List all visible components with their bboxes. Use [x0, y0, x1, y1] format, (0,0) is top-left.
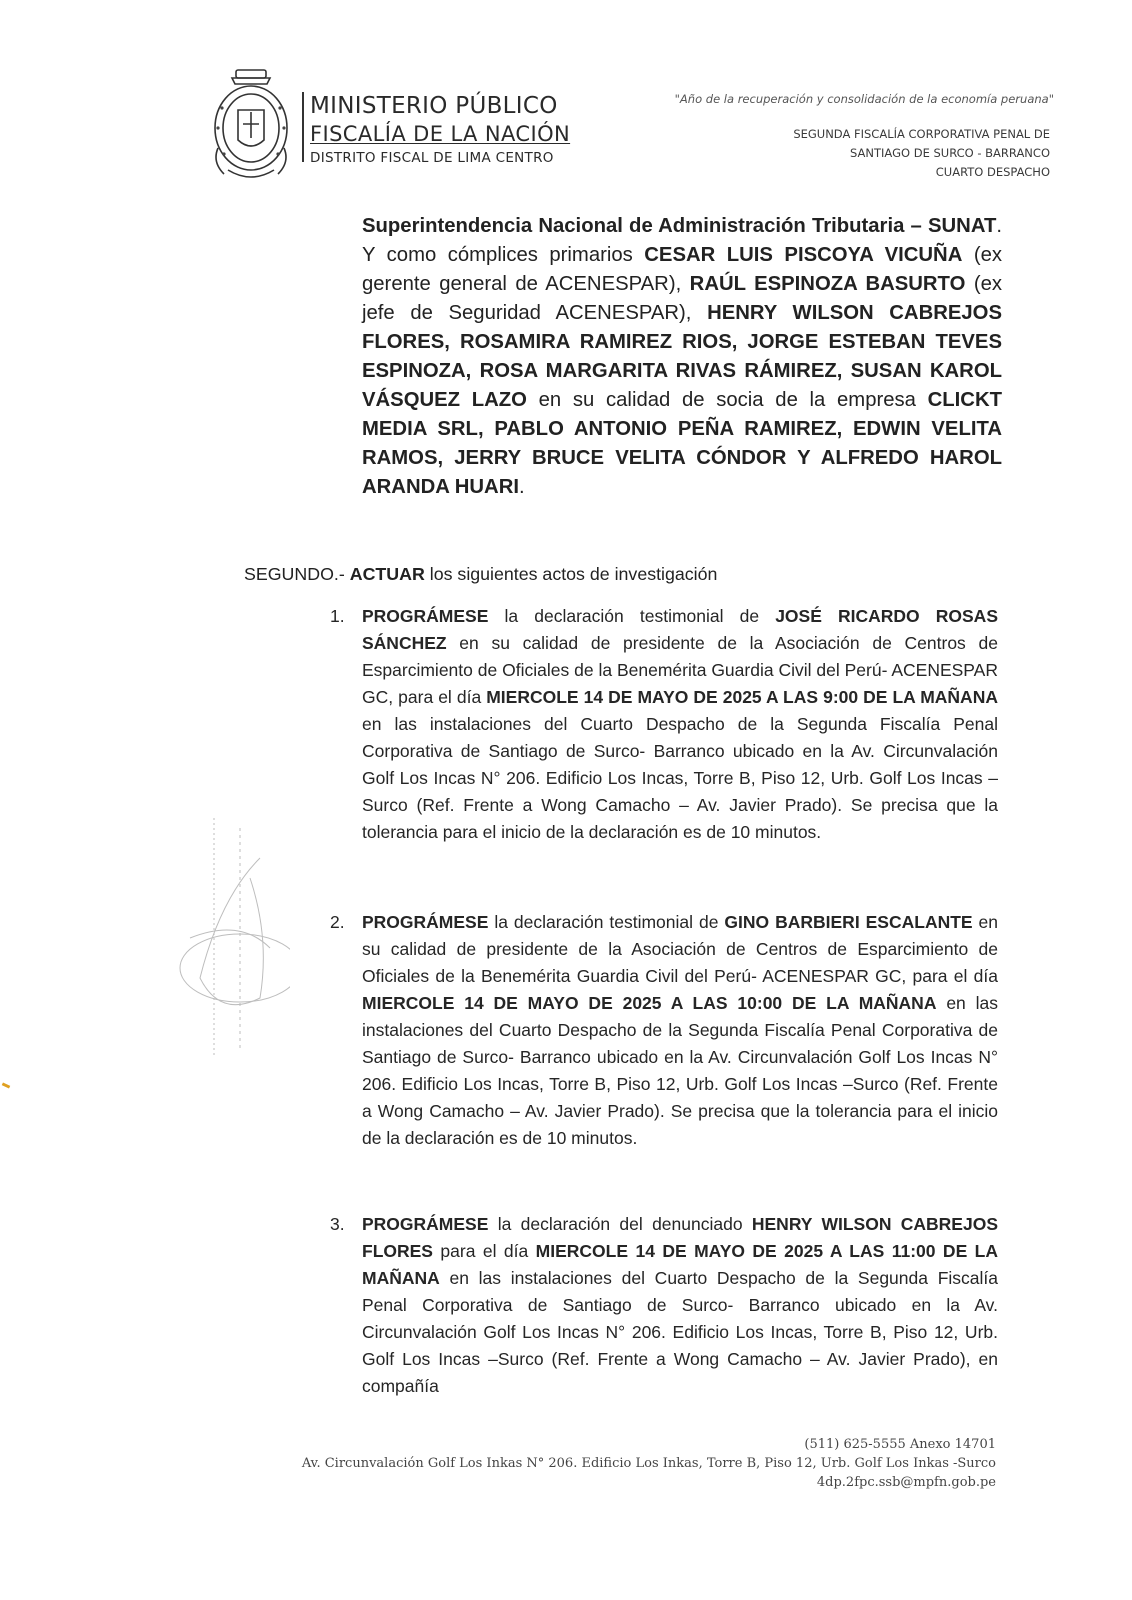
faded-signature-stamp-icon [170, 818, 290, 1058]
item-number: 2. [330, 912, 345, 932]
text-bold: MIERCOLE 14 DE MAYO DE 2025 A LAS 10:00 DE LA MAÑANA [362, 993, 937, 1013]
text-bold: CESAR LUIS PISCOYA VICUÑA [644, 244, 963, 266]
footer-contact [302, 1435, 996, 1492]
institution-block [310, 92, 570, 167]
text-bold: MIERCOLE 14 DE MAYO DE 2025 A LAS 11:00 DE LA MAÑANA [362, 1241, 998, 1288]
institution-subname: FISCALÍA DE LA NACIÓN [310, 122, 571, 146]
text-bold: HENRY WILSON CABREJOS FLORES, ROSAMIRA RAMIREZ RIOS, JORGE ESTEBAN TEVES ESPINOZA, ROSA MARGARITA RIVAS RÁMIREZ, SUSAN KAROL VÁSQUEZ LAZO [362, 302, 1002, 411]
text-bold: RAÚL ESPINOZA BASURTO [689, 273, 966, 295]
section-text: los siguientes actos de investigación [424, 564, 718, 584]
office-line: CUARTO DESPACHO [935, 165, 1050, 179]
text-bold: JOSÉ RICARDO ROSAS SÁNCHEZ [362, 606, 998, 653]
year-motto: "Año de la recuperación y consolidación de la economía peruana" [674, 92, 1054, 106]
section-segundo [244, 562, 1004, 586]
text: en su calidad de presidente de la Asociación de Centros de Esparcimiento de Oficiales de la Benemérita Guardia Civil del Perú- ACENESPAR GC, para el día [362, 912, 999, 986]
district-name: DISTRITO FISCAL DE LIMA CENTRO [310, 150, 554, 166]
scan-speck [2, 1082, 11, 1088]
text: . Y como cómplices primarios [362, 215, 1002, 266]
coat-of-arms-seal-icon [208, 68, 294, 188]
text: la declaración testimonial de [488, 912, 725, 932]
text: la declaración del denunciado [488, 1214, 752, 1234]
text-bold: GINO BARBIERI ESCALANTE [724, 912, 973, 932]
text: en las instalaciones del Cuarto Despacho de la Segunda Fiscalía Penal Corporativa de Santiago de Surco- Barranco ubicado en la Av. Circunvalación Golf Los Incas N° 206. Edificio Los Incas, Torre B, Piso 12, Urb. Golf Los Incas –Surco (Ref. Frente a Wong Camacho – Av. Javier Prado). Se precisa que la tolerancia para el inicio de la declaración es de 10 minutos. [362, 714, 998, 842]
footer-address: Av. Circunvalación Golf Los Inkas N° 206. Edificio Los Inkas, Torre B, Piso 12, Urb. Golf Los Inkas -Surco [301, 1456, 996, 1471]
item-number: 1. [330, 606, 345, 626]
text-bold: PROGRÁMESE [362, 912, 489, 932]
text: en su calidad de presidente de la Asociación de Centros de Esparcimiento de Oficiales de la Benemérita Guardia Civil del Perú- ACENESPAR GC, para el día [362, 633, 998, 707]
institution-name: MINISTERIO PÚBLICO [310, 93, 558, 119]
text-bold: MIERCOLE 14 DE MAYO DE 2025 A LAS 9:00 DE LA MAÑANA [486, 687, 998, 707]
list-item [330, 909, 999, 1152]
item-number: 3. [330, 1214, 345, 1234]
office-line: SANTIAGO DE SURCO - BARRANCO [850, 146, 1050, 160]
text-bold: PROGRÁMESE [362, 606, 489, 626]
text: (ex gerente general de ACENESPAR), [362, 244, 1003, 295]
text: en las instalaciones del Cuarto Despacho de la Segunda Fiscalía Penal Corporativa de Santiago de Surco- Barranco ubicado en la Av. Circunvalación Golf Los Incas N° 206. Edificio Los Incas, Torre B, Piso 12, Urb. Golf Los Incas –Surco (Ref. Frente a Wong Camacho – Av. Javier Prado). Se precisa que la tolerancia para el inicio de la declaración es de 10 minutos. [362, 993, 999, 1148]
office-block [793, 125, 1050, 182]
section-verb: ACTUAR [349, 564, 425, 584]
header-divider [302, 92, 304, 162]
section-label: SEGUNDO.- [244, 564, 345, 584]
footer-email: 4dp.2fpc.ssb@mpfn.gob.pe [816, 1475, 996, 1490]
list-item [330, 1211, 998, 1400]
text: (ex jefe de Seguridad ACENESPAR), [362, 273, 1002, 324]
footer-phone: (511) 625-5555 Anexo 14701 [804, 1437, 996, 1452]
text: la declaración testimonial de [488, 606, 776, 626]
text-bold: PROGRÁMESE [362, 1214, 489, 1234]
office-line: SEGUNDA FISCALÍA CORPORATIVA PENAL DE [793, 127, 1050, 141]
list-item [330, 603, 998, 846]
text: en su calidad de socia de la empresa [526, 389, 928, 411]
text: para el día [432, 1241, 536, 1261]
text: en las instalaciones del Cuarto Despacho de la Segunda Fiscalía Penal Corporativa de Santiago de Surco- Barranco ubicado en la Av. Circunvalación Golf Los Incas N° 206. Edificio Los Incas, Torre B, Piso 12, Urb. Golf Los Incas –Surco (Ref. Frente a Wong Camacho – Av. Javier Prado), en compañía [362, 1268, 998, 1396]
intro-paragraph [362, 212, 1002, 502]
text: . [518, 476, 525, 498]
text-bold: Superintendencia Nacional de Administración Tributaria – SUNAT [362, 215, 997, 237]
text-bold: HENRY WILSON CABREJOS FLORES [362, 1214, 998, 1261]
text-bold: CLICKT MEDIA SRL, PABLO ANTONIO PEÑA RAMIREZ, EDWIN VELITA RAMOS, JERRY BRUCE VELITA CÓNDOR Y ALFREDO HAROL ARANDA HUARI [362, 389, 1002, 498]
